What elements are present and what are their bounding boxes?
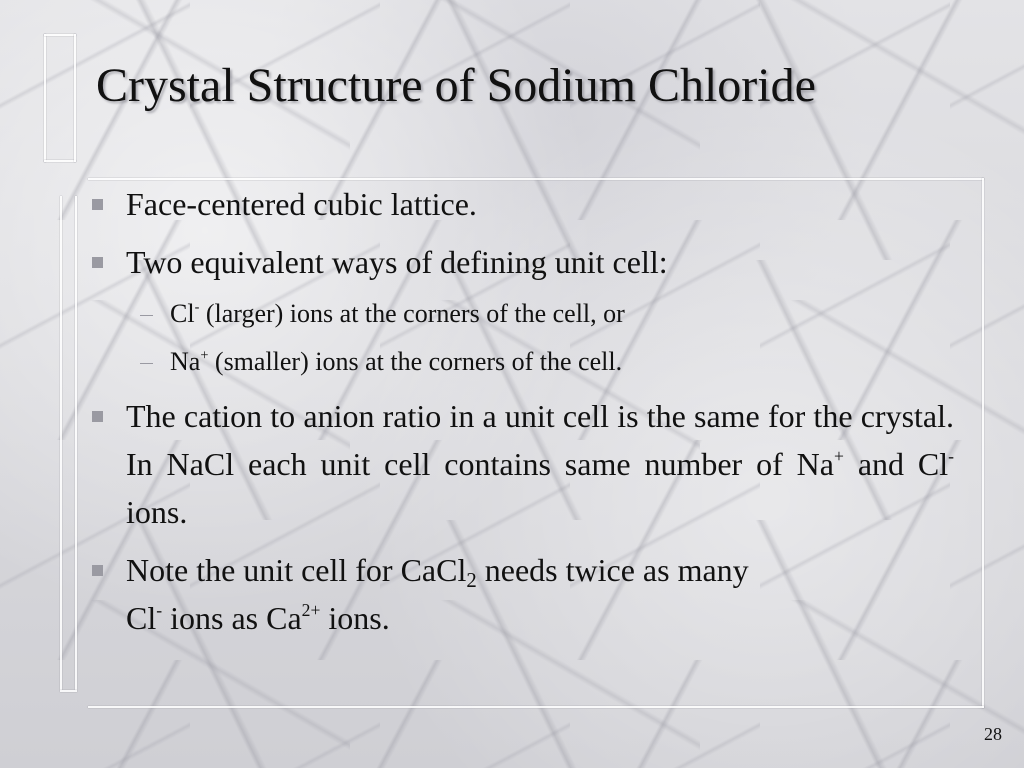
bullet-text: Note the unit cell for CaCl bbox=[126, 552, 467, 588]
bullet-text: ions. bbox=[320, 600, 390, 636]
ion-symbol: Cl bbox=[126, 600, 157, 636]
frame-line-left-top bbox=[44, 34, 46, 162]
dash-bullet-icon bbox=[140, 315, 153, 316]
square-bullet-icon bbox=[92, 411, 103, 422]
bullet-text: needs twice as many bbox=[476, 552, 749, 588]
ion-symbol: Na bbox=[170, 347, 201, 376]
bullet-text: and Cl bbox=[843, 446, 949, 482]
bullet-item bbox=[88, 392, 954, 536]
sub-bullet-text: (larger) ions at the corners of the cell, or bbox=[199, 299, 625, 328]
bullet-text: The cation to anion ratio in a unit cell is the same for the crystal. In NaCl each unit cell contains same number of Na bbox=[126, 398, 954, 482]
ion-charge: 2+ bbox=[301, 599, 321, 620]
sub-bullet-item bbox=[88, 296, 954, 332]
frame-line-left-top-cap2 bbox=[44, 160, 76, 162]
sub-bullet-item bbox=[88, 344, 954, 380]
bullet-text: Face-centered cubic lattice. bbox=[126, 186, 477, 222]
ion-charge: - bbox=[194, 299, 200, 316]
frame-line-left-top-cap bbox=[44, 34, 76, 36]
page-number: 28 bbox=[984, 724, 1002, 744]
ion-symbol: Cl bbox=[170, 299, 195, 328]
square-bullet-icon bbox=[92, 257, 103, 268]
ion-charge: + bbox=[200, 347, 209, 364]
frame-line-left-bottom bbox=[60, 196, 62, 690]
ion-charge: + bbox=[833, 445, 844, 466]
ion-charge: - bbox=[948, 445, 955, 466]
slide-title: Crystal Structure of Sodium Chloride bbox=[96, 59, 816, 112]
square-bullet-icon bbox=[92, 565, 103, 576]
bullet-item bbox=[88, 238, 954, 286]
frame-line-left-bottom-cap bbox=[60, 690, 77, 692]
frame-line-bottom bbox=[88, 706, 984, 708]
bullet-item bbox=[88, 180, 954, 228]
frame-line-left-bottom-right bbox=[75, 196, 77, 690]
ion-charge: - bbox=[156, 599, 163, 620]
sub-bullet-text: (smaller) ions at the corners of the cell. bbox=[208, 347, 623, 376]
dash-bullet-icon bbox=[140, 363, 153, 364]
bullet-text: ions. bbox=[126, 494, 188, 530]
bullet-text: Two equivalent ways of defining unit cell: bbox=[126, 244, 668, 280]
frame-line-right bbox=[982, 178, 984, 708]
frame-line-left-top-right bbox=[74, 34, 76, 162]
bullet-text: ions as Ca bbox=[162, 600, 302, 636]
slide-content bbox=[88, 180, 954, 652]
formula-subscript: 2 bbox=[466, 569, 477, 593]
square-bullet-icon bbox=[92, 199, 103, 210]
bullet-item bbox=[88, 546, 954, 642]
